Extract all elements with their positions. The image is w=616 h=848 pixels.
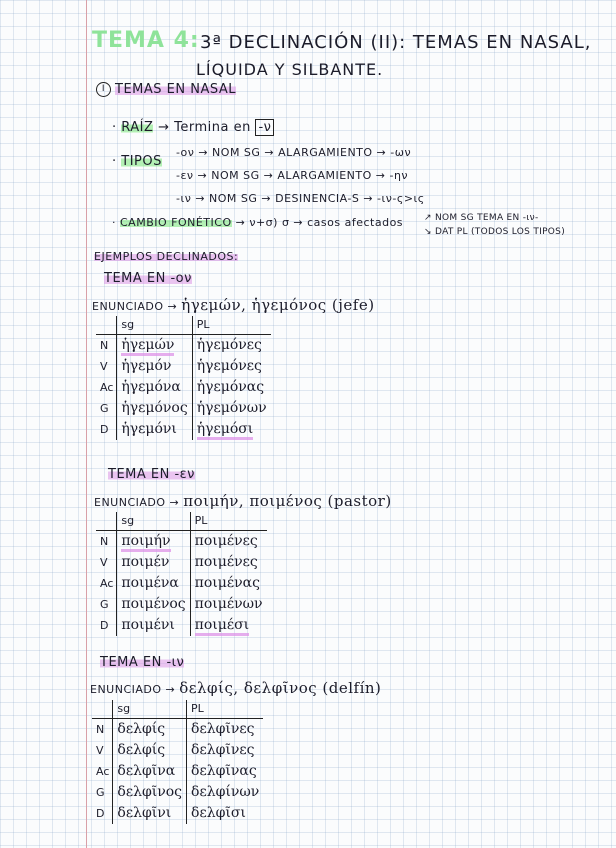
raiz-line	[112, 120, 274, 135]
pl-form: ποιμέσι	[195, 617, 250, 636]
case-label: V	[96, 552, 117, 573]
table-row	[92, 782, 263, 803]
cambio-right-2: ↘ DAT PL (TODOS LOS TIPOS)	[424, 227, 566, 237]
case-label: Ac	[96, 573, 117, 594]
declension-table-2	[96, 512, 267, 636]
table2-enunciado-label: ENUNCIADO →	[94, 496, 180, 509]
table-row	[92, 803, 263, 824]
case-label: G	[92, 782, 113, 803]
pl-form: ποιμένες	[194, 533, 258, 549]
tipos-bullet: ·	[112, 154, 117, 169]
ejemplos-label: EJEMPLOS DECLINADOS:	[94, 250, 239, 263]
case-label: G	[96, 594, 117, 615]
pl-form: ἡγεμόνες	[196, 337, 262, 353]
title-line-2: LÍQUIDA Y SILBANTE.	[196, 60, 384, 79]
section-number: I	[96, 82, 111, 97]
table3-enunciado: δελφίς, δελφῖνος (delfín)	[179, 679, 382, 697]
case-label: Ac	[92, 761, 113, 782]
table-row	[96, 594, 267, 615]
pl-form: ἡγεμόνας	[196, 379, 265, 395]
cambio-label: CAMBIO FONÉTICO	[120, 216, 232, 229]
sg-form: ποιμένος	[117, 594, 190, 615]
sg-form: ποιμένι	[117, 615, 190, 636]
case-label: D	[96, 615, 117, 636]
pl-form: ἡγεμόσι	[197, 421, 254, 440]
case-label: N	[96, 335, 117, 357]
sg-form: ποιμέν	[117, 552, 190, 573]
raiz-arrow: →	[158, 120, 170, 135]
tipos-row-1: -ον → NOM SG → ALARGAMIENTO → -ων	[176, 146, 412, 159]
raiz-label: RAÍZ	[121, 120, 154, 135]
table1-enunciado-label: ENUNCIADO →	[92, 300, 178, 313]
table-row	[92, 761, 263, 782]
raiz-box: -ν	[255, 119, 274, 136]
table1-head-sg: sg	[117, 316, 192, 335]
tipos-row-3: -ιν → NOM SG → DESINENCIA-S → -ιν-ς>ις	[176, 192, 425, 205]
table3-head-case	[92, 700, 113, 719]
pl-form: ποιμένες	[194, 554, 258, 570]
table1-head-case	[96, 316, 117, 335]
sg-form: δελφίς	[113, 719, 187, 741]
tipos-row-2: -εν → NOM SG → ALARGAMIENTO → -ην	[176, 169, 409, 182]
table1-head-pl: PL	[192, 316, 270, 335]
sg-form: ποιμήν	[121, 533, 170, 552]
case-label: D	[92, 803, 113, 824]
declension-table-3	[92, 700, 263, 824]
case-label: N	[92, 719, 113, 741]
table-row	[96, 552, 267, 573]
table1-heading: TEMA EN -ον	[104, 271, 192, 286]
pl-form: δελφῖνες	[191, 742, 255, 758]
case-label: N	[96, 531, 117, 553]
pl-form: δελφίνων	[191, 784, 260, 800]
cambio-text: → ν+σ) σ → casos afectados	[235, 216, 404, 229]
table-row	[96, 398, 271, 419]
pl-form: ἡγεμόνες	[196, 358, 262, 374]
sg-form: ἡγεμόνα	[117, 377, 192, 398]
pl-form: δελφῖσι	[191, 805, 246, 821]
cambio-right-1: ↗ NOM SG TEMA EN -ιν-	[424, 213, 539, 223]
table3-head-sg: sg	[113, 700, 187, 719]
table2-head-case	[96, 512, 117, 531]
cambio-line	[112, 216, 403, 229]
table3-head-pl: PL	[187, 700, 264, 719]
table-row	[96, 335, 271, 357]
sg-form: δελφῖνα	[113, 761, 187, 782]
raiz-text: Termina en	[174, 120, 251, 135]
case-label: V	[96, 356, 117, 377]
pl-form: δελφῖνας	[191, 763, 257, 779]
table-row	[96, 419, 271, 440]
section-heading	[96, 82, 236, 97]
sg-form: ἡγεμόνος	[117, 398, 192, 419]
table-row	[96, 573, 267, 594]
table1-enunciado: ἡγεμών, ἡγεμόνος (jefe)	[181, 296, 375, 314]
title-line-1: 3ª DECLINACIÓN (II): TEMAS EN NASAL,	[200, 32, 592, 53]
tipos-label-wrap	[112, 154, 162, 169]
case-label: G	[96, 398, 117, 419]
section-label: TEMAS EN NASAL	[115, 82, 236, 97]
table-row	[96, 531, 267, 553]
tipos-label: TIPOS	[121, 154, 162, 169]
pl-form: δελφῖνες	[191, 721, 255, 737]
case-label: D	[96, 419, 117, 440]
table3-enunciado-label: ENUNCIADO →	[90, 683, 176, 696]
cambio-bullet: ·	[112, 216, 116, 229]
table3-heading: TEMA EN -ιν	[100, 655, 185, 670]
table2-head-pl: PL	[190, 512, 266, 531]
margin-line	[86, 0, 87, 848]
table-row	[96, 356, 271, 377]
sg-form: ἡγεμόν	[117, 356, 192, 377]
sg-form: ποιμένα	[117, 573, 190, 594]
table-row	[92, 719, 263, 741]
pl-form: ποιμένων	[194, 596, 263, 612]
declension-table-1	[96, 316, 271, 440]
table2-enunciado-line	[94, 492, 392, 510]
title-tema-label: TEMA 4:	[92, 28, 200, 53]
pl-form: ποιμένας	[194, 575, 260, 591]
table2-heading: TEMA EN -εν	[108, 467, 195, 482]
table2-enunciado: ποιμήν, ποιμένος (pastor)	[183, 492, 392, 510]
raiz-bullet: ·	[112, 120, 117, 135]
table1-enunciado-line	[92, 296, 375, 314]
table-row	[92, 740, 263, 761]
sg-form: δελφῖνος	[113, 782, 187, 803]
table3-enunciado-line	[90, 679, 381, 697]
case-label: V	[92, 740, 113, 761]
table2-head-sg: sg	[117, 512, 190, 531]
case-label: Ac	[96, 377, 117, 398]
sg-form: δελφῖνι	[113, 803, 187, 824]
table-row	[96, 615, 267, 636]
sg-form: δελφίς	[113, 740, 187, 761]
table-row	[96, 377, 271, 398]
sg-form: ἡγεμών	[121, 337, 174, 356]
sg-form: ἡγεμόνι	[117, 419, 192, 440]
pl-form: ἡγεμόνων	[196, 400, 267, 416]
